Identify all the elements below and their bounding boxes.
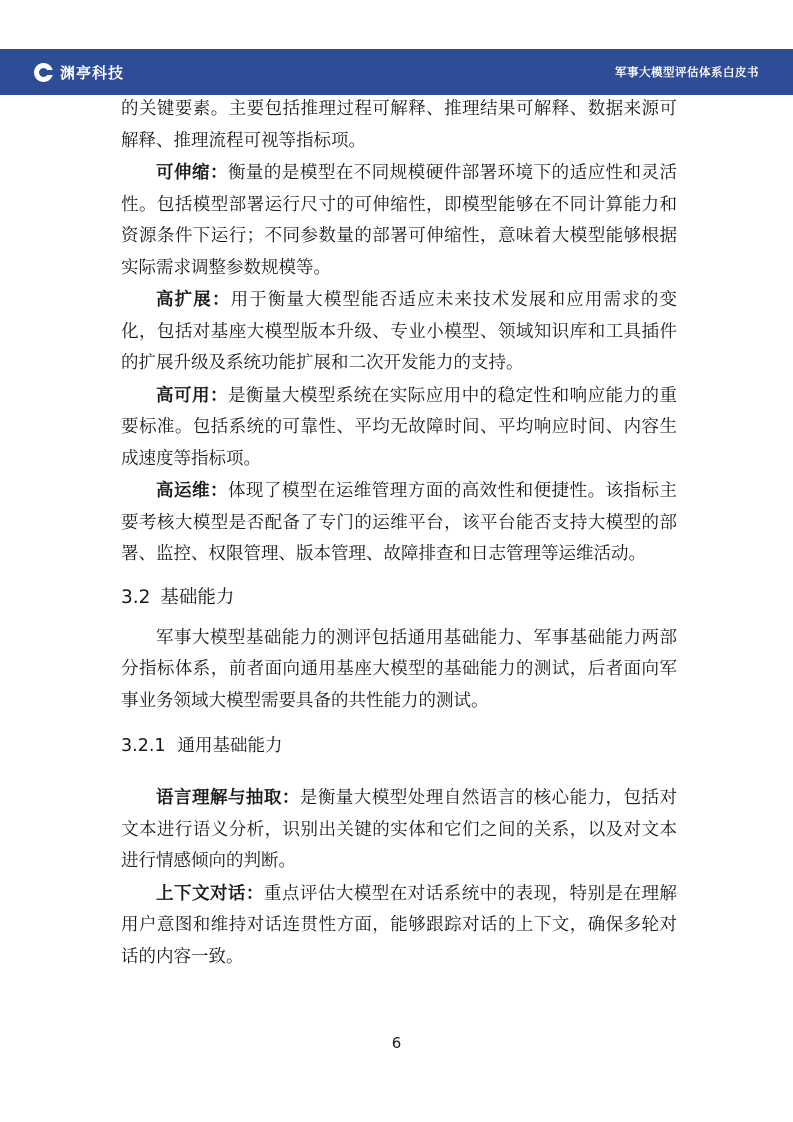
text-available: 是衡量大模型系统在实际应用中的稳定性和响应能力的重要标准。包括系统的可靠性、平均无故障时间、平均响应时间、内容生成速度等指标项。 (121, 385, 678, 469)
term-available: 高可用： (156, 385, 228, 406)
page-body (121, 94, 677, 973)
section-heading-3-2 (121, 583, 677, 623)
paragraph-section-intro: 军事大模型基础能力的测评包括通用基础能力、军事基础能力两部分指标体系，前者面向通用基座大模型的基础能力的测试，后者面向军事业务领域大模型需要具备的共性能力的测试。 (121, 627, 677, 711)
term-scalable: 可伸缩： (156, 163, 228, 183)
paragraph-extensible (121, 285, 677, 380)
text-ops: 体现了模型在运维管理方面的高效性和便捷性。该指标主要考核大模型是否配备了专门的运维平台，该平台能否支持大模型的部署、监控、权限管理、版本管理、故障排查和日志管理等运维活动。 (121, 481, 678, 564)
text-context: 重点评估大模型在对话系统中的表现，特别是在理解用户意图和维持对话连贯性方面，能够跟踪对话的上下文，确保多轮对话的内容一致。 (121, 883, 678, 967)
paragraph-language (121, 783, 677, 878)
subsection-title: 通用基础能力 (177, 736, 283, 756)
text-language: 是衡量大模型处理自然语言的核心能力，包括对文本进行语义分析，识别出关键的实体和它们之间的关系，以及对文本进行情感倾向的判断。 (121, 788, 678, 871)
text-extensible: 用于衡量大模型能否适应未来技术发展和应用需求的变化，包括对基座大模型版本升级、专业小模型、领域知识库和工具插件的扩展升级及系统功能扩展和二次开发能力的支持。 (121, 290, 677, 373)
page-number: 6 (391, 1034, 402, 1052)
paragraph-continued: 的关键要素。主要包括推理过程可解释、推理结果可解释、数据来源可解释、推理流程可视等指标项。 (121, 99, 677, 151)
term-ops: 高运维： (156, 481, 228, 501)
subsection-heading-3-2-1 (121, 731, 677, 767)
paragraph-scalable (121, 158, 677, 284)
section-title: 基础能力 (160, 586, 235, 608)
brand-name: 渊亭科技 (60, 63, 125, 82)
brand-logo (34, 62, 124, 82)
text-scalable: 衡量的是模型在不同规模硬件部署环境下的适应性和灵活性。包括模型部署运行尺寸的可伸缩性，即模型能够在不同计算能力和资源条件下运行；不同参数量的部署可伸缩性，意味着大模型能够根据实际需求调整参数规模等。 (121, 163, 678, 278)
brand-logo-icon (34, 63, 53, 82)
paragraph-ops (121, 476, 677, 571)
term-language: 语言理解与抽取： (156, 788, 300, 808)
term-extensible: 高扩展： (156, 290, 231, 310)
subsection-number: 3.2.1 (121, 736, 166, 756)
page-header (0, 49, 793, 95)
section-number: 3.2 (121, 586, 151, 608)
document-title: 军事大模型评估体系白皮书 (615, 65, 759, 79)
paragraph-available (121, 381, 677, 476)
term-context: 上下文对话： (156, 883, 264, 904)
paragraph-context (121, 879, 677, 974)
